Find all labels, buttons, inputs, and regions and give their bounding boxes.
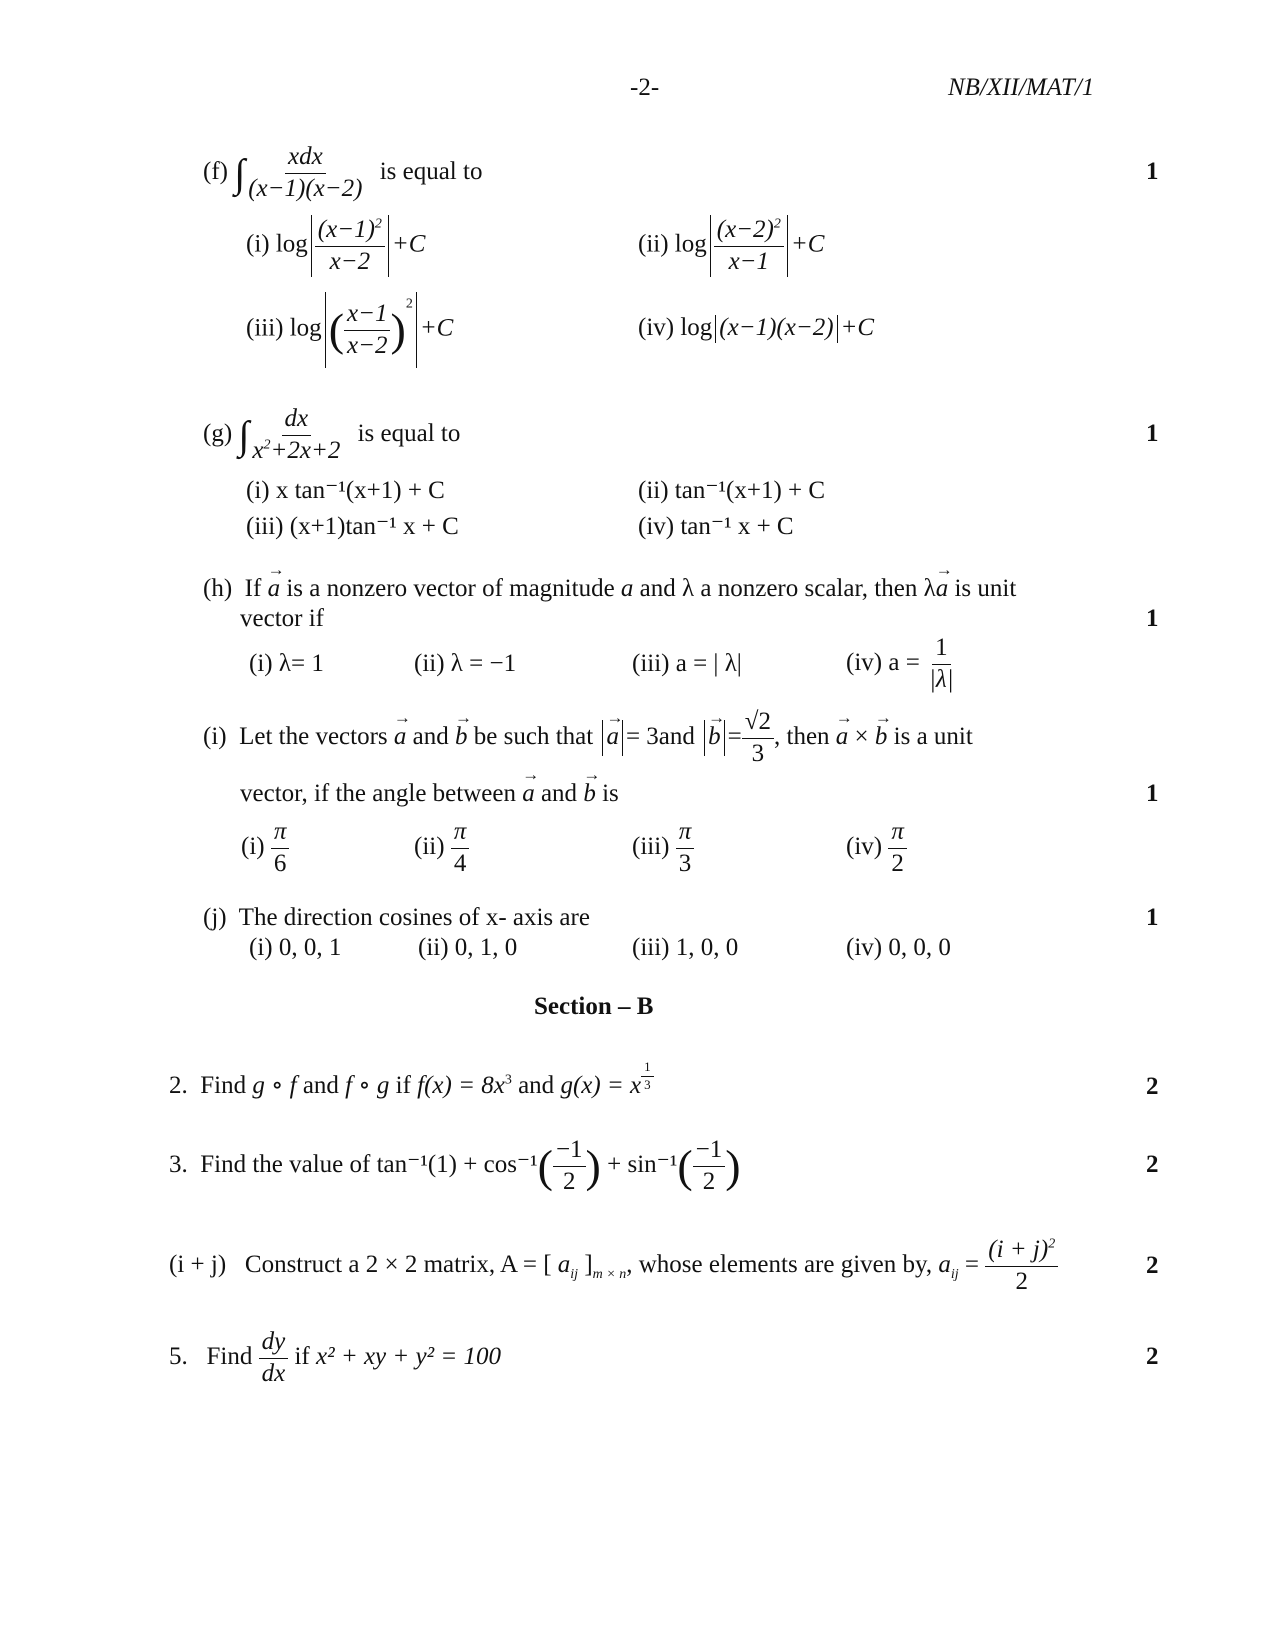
option-g-iii: (iii) (x+1)tan⁻¹ x + C (246, 513, 459, 540)
option-h-iii: (iii) a = | λ| (632, 650, 742, 677)
marks: 2 (1146, 1073, 1159, 1100)
option-j-ii: (ii) 0, 1, 0 (418, 934, 518, 961)
option-j-iv: (iv) 0, 0, 0 (846, 934, 951, 961)
option-f-iii: (iii) log ( $\frac{x-1}{x-2}$ )$^2$+C (246, 292, 453, 368)
question-text: is equal to (357, 419, 461, 447)
marks: 1 (1146, 780, 1159, 807)
option-h-ii: (ii) λ = −1 (414, 650, 517, 677)
page-number: -2- (630, 74, 660, 101)
option-i-ii: (ii) $\frac{\pi}{4}$ (414, 818, 469, 879)
question-5: 5. Find $\frac{dy}{dx}$ if x² + xy + y² = 100 (169, 1328, 501, 1387)
question-label: (f) (203, 157, 228, 185)
question-i: (i) Let the vectors → a and → b be such that → a = 3and → b = $\frac{√2}{3}$ , then → a × → b is a unit (203, 708, 973, 769)
marks: 1 (1146, 158, 1159, 185)
marks: 1 (1146, 605, 1159, 632)
integral-sign: ∫ (234, 150, 246, 196)
marks: 1 (1146, 904, 1159, 931)
question-g (203, 405, 460, 466)
question-text: is equal to (379, 157, 483, 185)
option-h-i: (i) λ= 1 (249, 650, 324, 677)
question-2: 2. Find g ∘ f and f ∘ g if $f(x) = 8x^3$ and g(x) = x $\frac{1}{3}$ (169, 1060, 654, 1100)
option-j-i: (i) 0, 0, 1 (249, 934, 342, 961)
option-h-iv: (iv) a = $\frac{1}{|\lambda|}$ (846, 634, 954, 693)
integral-sign: ∫ (238, 412, 250, 458)
paper-code: NB/XII/MAT/1 (948, 74, 1095, 101)
option-i-iii: (iii) $\frac{\pi}{3}$ (632, 818, 694, 879)
question-3: 3. Find the value of tan⁻¹(1) + cos⁻¹( $\frac{-1}{2}$ ) + sin⁻¹( $\frac{-1}{2}$ ) (169, 1136, 741, 1195)
marks: 1 (1146, 420, 1159, 447)
question-f (203, 143, 482, 204)
option-f-iv: (iv) log (x−1)(x−2) +C (638, 314, 874, 343)
question-h: (h) If → a is a nonzero vector of magnitude a and λ a nonzero scalar, then λ→ a is unit (203, 575, 1016, 603)
fraction: $\frac{dx}{x^2+2x+2}$ (252, 405, 341, 464)
section-heading: Section – B (534, 993, 654, 1020)
fraction: $\frac{\text{xdx}}{(x-1)(x-2)}$ (248, 143, 363, 202)
marks: 2 (1146, 1252, 1159, 1279)
option-g-ii: (ii) tan⁻¹(x+1) + C (638, 477, 826, 504)
option-i-iv: (iv) $\frac{\pi}{2}$ (846, 818, 907, 879)
question-4: (i + j) Construct a 2 × 2 matrix, A = [ $a_{ij}$ ]$_{m \times n}$, whose elements are given by, $a_{ij}$ = $\frac{(i + j)^2}{2}$ (169, 1236, 1058, 1297)
question-j: (j) The direction cosines of x- axis are (203, 904, 590, 931)
question-label: (g) (203, 419, 233, 447)
option-j-iii: (iii) 1, 0, 0 (632, 934, 739, 961)
marks: 2 (1146, 1151, 1159, 1178)
question-i-line2: vector, if the angle between → a and → b is (240, 780, 619, 808)
question-h-line2: vector if (240, 605, 324, 632)
option-f-ii: (ii) log $\frac{(x-2)^2}{x-1}$ +C (638, 215, 824, 277)
marks: 2 (1146, 1343, 1159, 1370)
option-i-i: (i) $\frac{\pi}{6}$ (241, 818, 289, 879)
option-f-i: (i) log $\frac{(x-1)^2}{x-2}$ +C (246, 215, 425, 277)
option-g-i: (i) x tan⁻¹(x+1) + C (246, 477, 445, 504)
option-g-iv: (iv) tan⁻¹ x + C (638, 513, 794, 540)
